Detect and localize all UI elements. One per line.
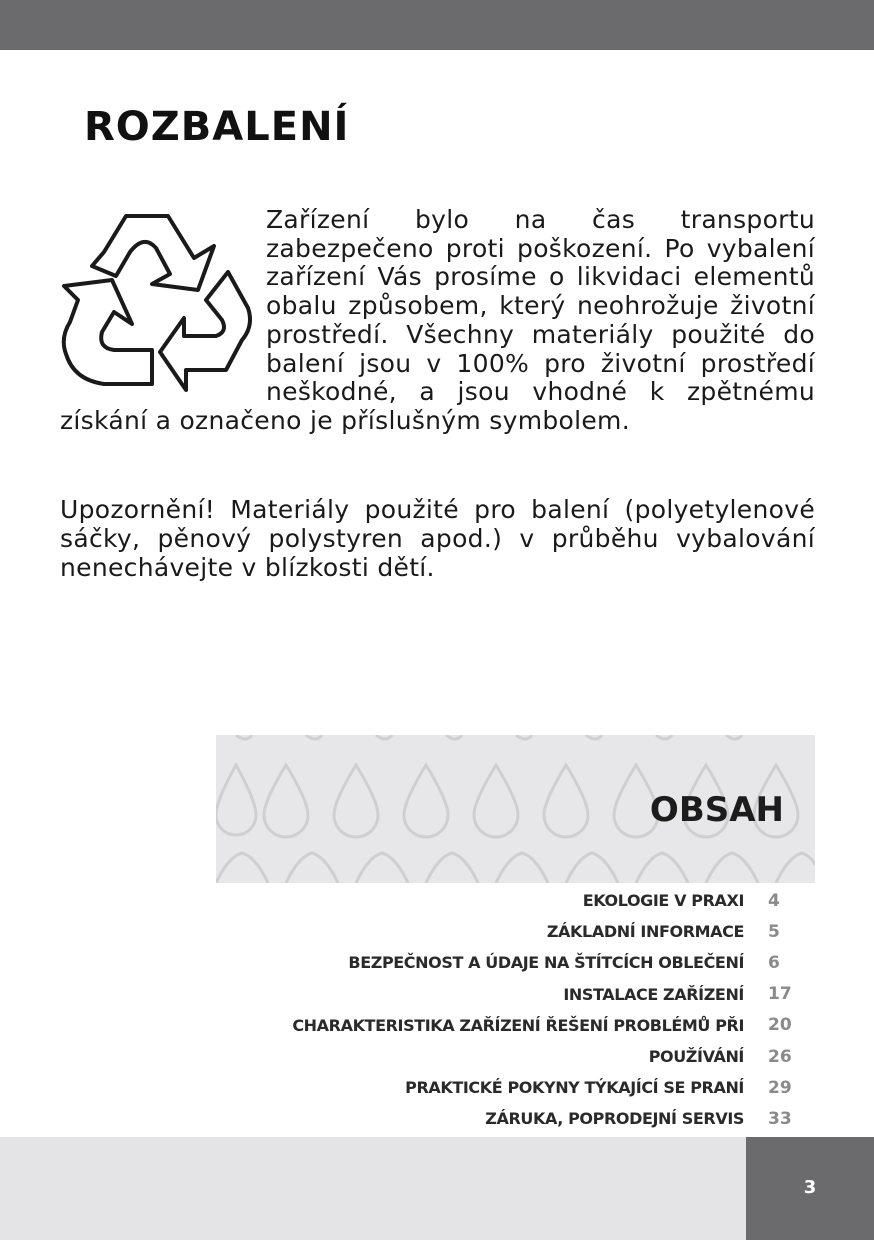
toc-item-page: 33 [768,1108,792,1129]
toc-item-label: ZÁRUKA, POPRODEJNÍ SERVIS [485,1109,744,1129]
toc-item-page: 20 [768,1015,792,1036]
toc-item [216,979,796,1010]
page-title: ROZBALENÍ [84,104,350,150]
page-number-box [746,1137,874,1240]
table-of-contents [216,885,796,1135]
unpacking-paragraph: Zařízení bylo na čas transportu zabezpečeno proti poškození. Po vybalení zařízení Vás prosíme o likvidaci elementů obalu způsobem, který neohrožuje životní prostředí. Všechny materiály použité do balení jsou v 100% pro životní prostředí neškodné, a jsou vhodné k zpětnému získání a označeno je příslušným symbolem. [60,205,815,435]
toc-item-page: 5 [768,921,780,942]
toc-item [216,885,796,916]
toc-item [216,1103,796,1134]
toc-item-label: ZÁKLADNÍ INFORMACE [546,922,744,942]
toc-item-page: 26 [768,1046,792,1067]
contents-title: OBSAH [649,790,784,830]
toc-item [216,1072,796,1103]
warning-paragraph: Upozornění! Materiály použité pro balení (polyetylenové sáčky, pěnový polystyren apod.) v průběhu vybalování nenechávejte v blízkosti dětí. [60,495,815,582]
toc-item-label: CHARAKTERISTIKA ZAŘÍZENÍ ŘEŠENÍ PROBLÉMŮ PŘI [292,1015,744,1035]
toc-item-label: BEZPEČNOST A ÚDAJE NA ŠTÍTCÍCH OBLEČENÍ [348,953,744,973]
top-bar [0,0,874,50]
toc-item-label: EKOLOGIE V PRAXI [582,891,744,911]
toc-item [216,1010,796,1041]
toc-item-page: 17 [768,984,792,1005]
toc-item-page: 29 [768,1077,792,1098]
toc-item [216,1041,796,1072]
toc-item-label: POUŽÍVÁNÍ [648,1047,744,1067]
toc-item-page: 6 [768,952,780,973]
toc-item [216,916,796,947]
toc-item-page: 4 [768,890,780,911]
footer-bar [0,1137,746,1240]
toc-item [216,947,796,978]
toc-item-label: PRAKTICKÉ POKYNY TÝKAJÍCÍ SE PRANÍ [405,1078,744,1098]
page-number: 3 [803,1177,817,1198]
toc-item-label: INSTALACE ZAŘÍZENÍ [563,984,744,1004]
